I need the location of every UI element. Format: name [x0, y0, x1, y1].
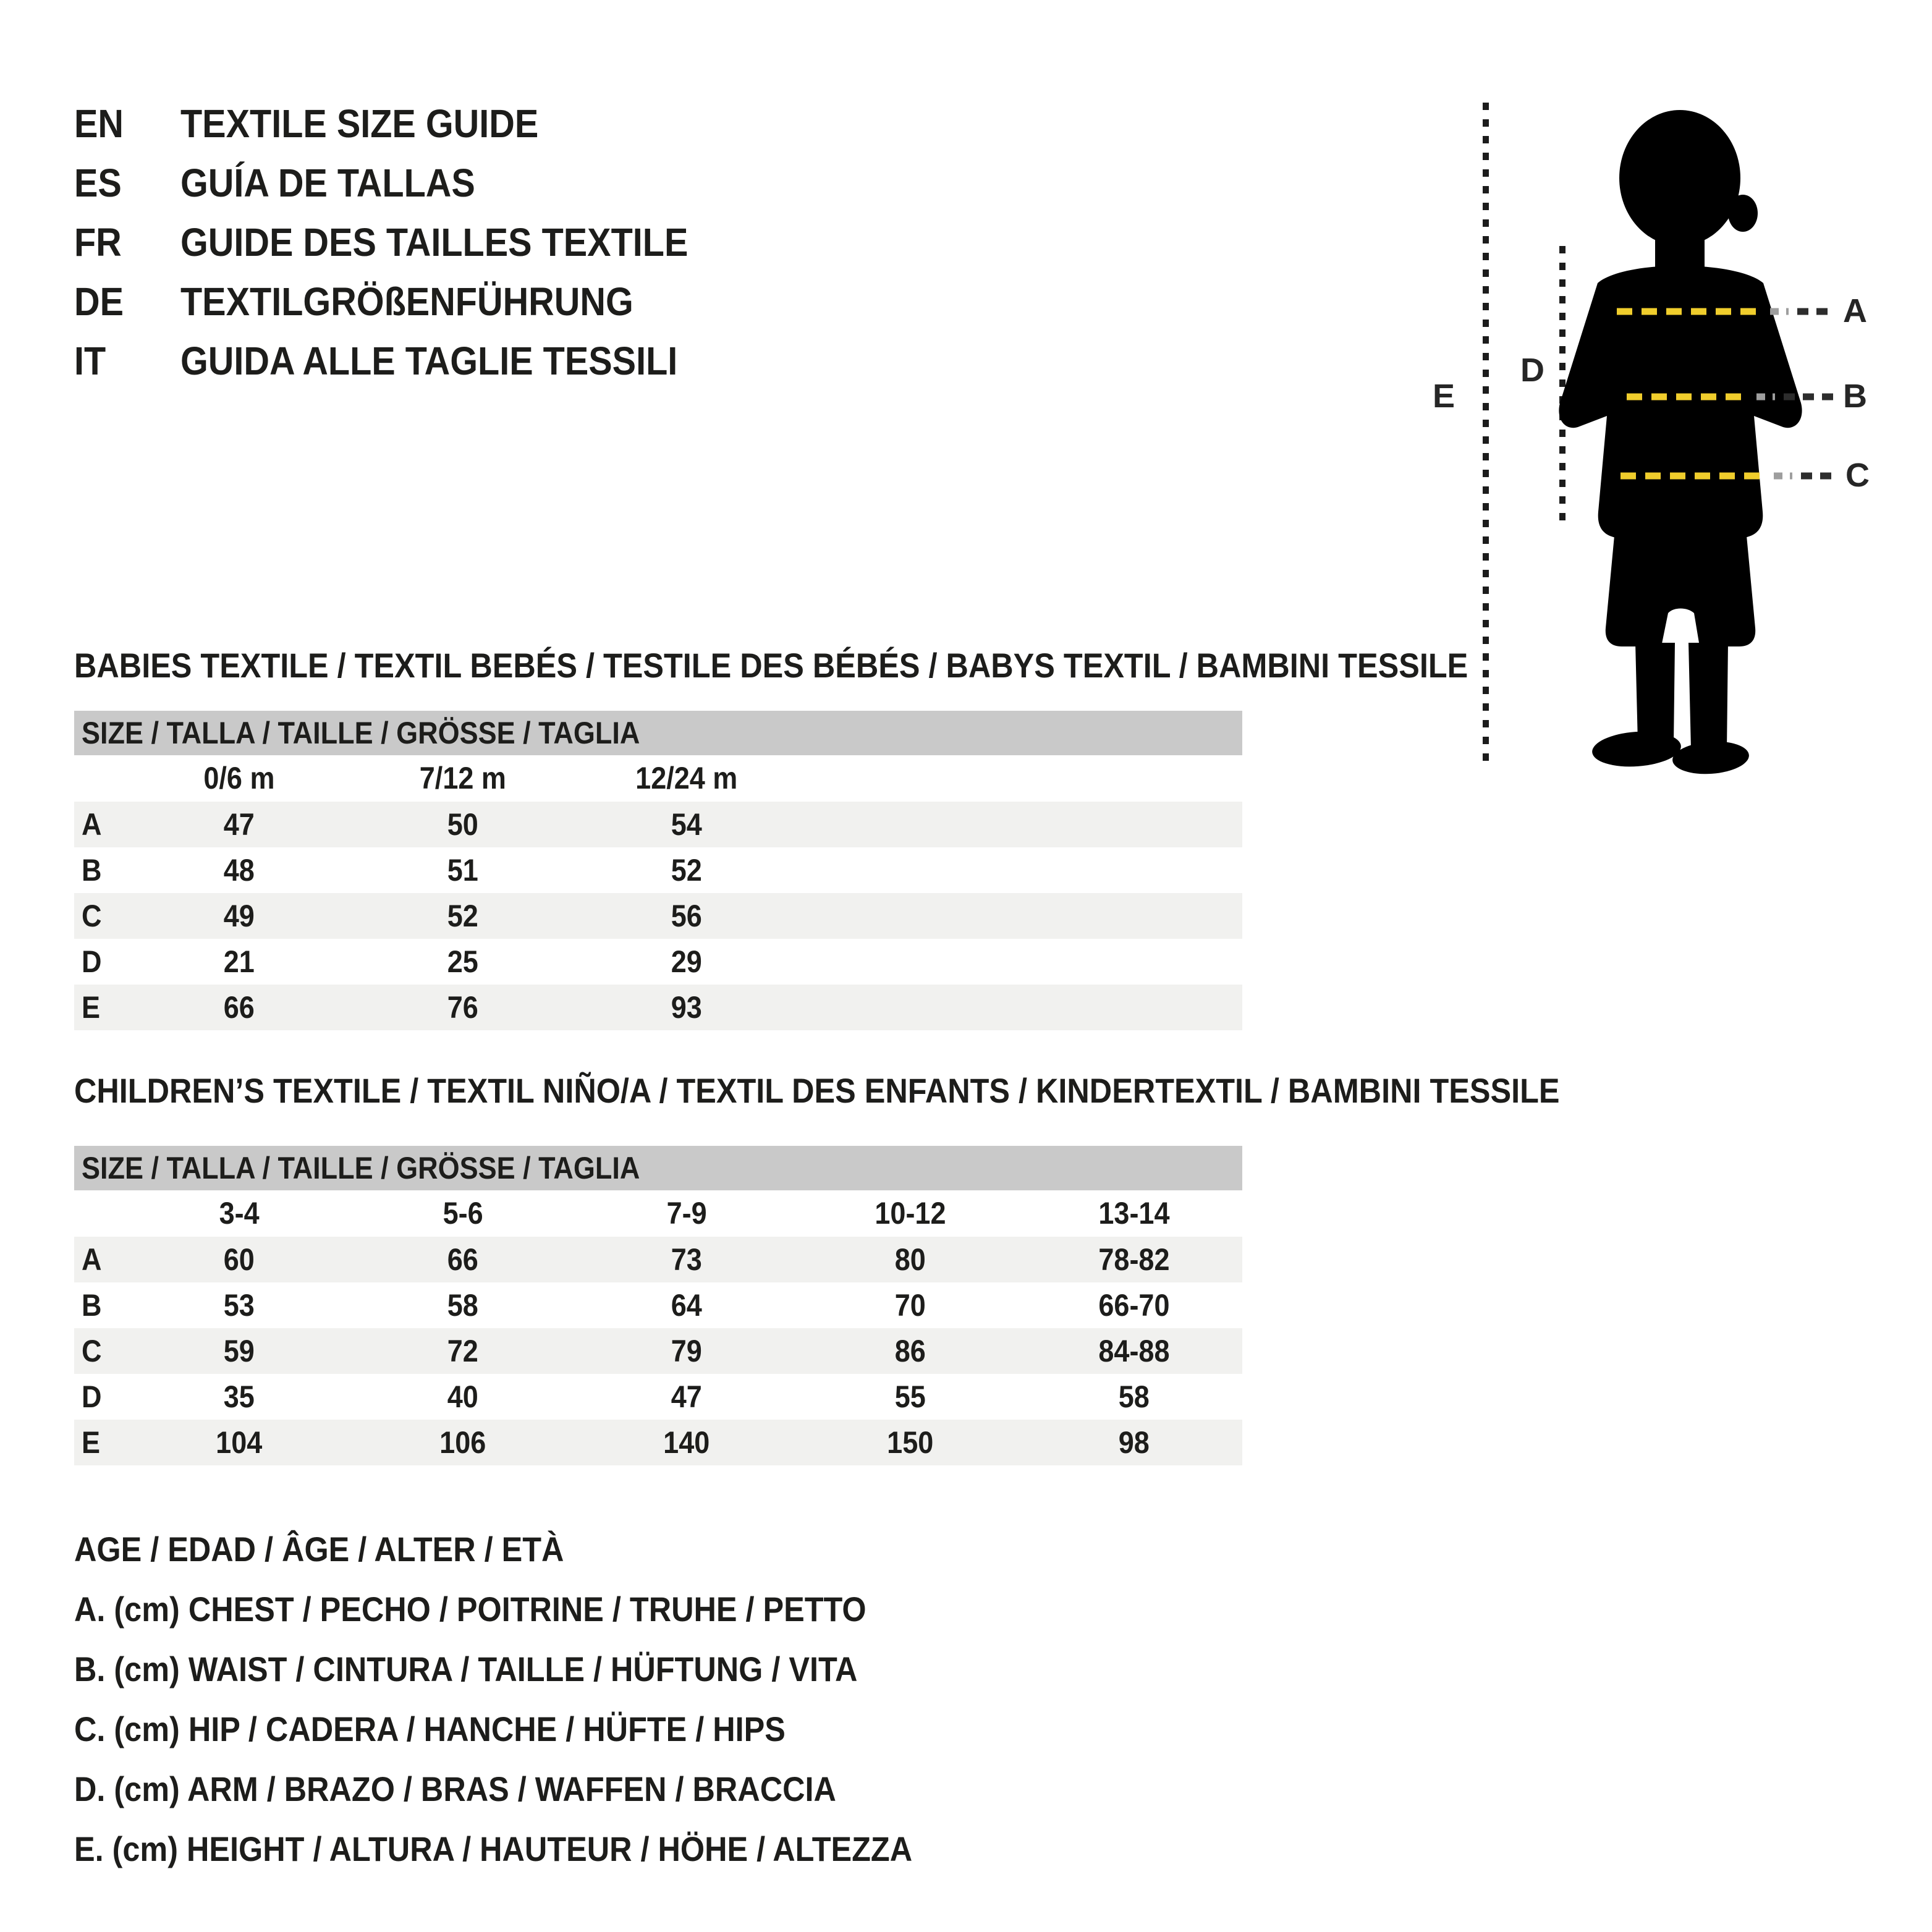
- cell-value: 47: [671, 1379, 703, 1414]
- language-code-de: DE: [74, 279, 124, 324]
- row-label: E: [82, 990, 101, 1025]
- cell-value: 52: [447, 899, 479, 933]
- children-row-e: [74, 1420, 1242, 1465]
- child-silhouette-diagram: [1409, 87, 1932, 803]
- babies-size-table-section: [74, 645, 1468, 1041]
- babies-row-c: [74, 893, 1242, 939]
- cell-value: 25: [447, 944, 479, 979]
- cell-value: 140: [663, 1425, 710, 1460]
- cell-value: 73: [671, 1242, 703, 1277]
- legend-age: AGE / EDAD / ÂGE / ALTER / ETÀ: [74, 1530, 564, 1569]
- cell-value: 78-82: [1098, 1242, 1170, 1277]
- cell-value: 66: [447, 1242, 479, 1277]
- row-label: E: [82, 1425, 101, 1460]
- cell-value: 106: [439, 1425, 486, 1460]
- cell-value: 58: [447, 1288, 479, 1323]
- babies-row-a: [74, 802, 1242, 847]
- children-row-b: [74, 1282, 1242, 1328]
- row-label: B: [82, 1288, 102, 1323]
- cell-value: 98: [1118, 1425, 1150, 1460]
- cell-value: 21: [223, 944, 255, 979]
- cell-value: 76: [447, 990, 479, 1025]
- children-section-title: CHILDREN’S TEXTILE / TEXTIL NIÑO/A / TEXTIL DES ENFANTS / KINDERTEXTIL / BAMBINI TESSILE: [74, 1071, 1560, 1110]
- cell-value: 56: [671, 899, 703, 933]
- cell-value: 66: [223, 990, 255, 1025]
- row-label: D: [82, 944, 102, 979]
- cell-value: 72: [447, 1334, 479, 1368]
- cell-value: 70: [894, 1288, 926, 1323]
- children-col-13-14: 13-14: [1098, 1196, 1170, 1231]
- cell-value: 55: [894, 1379, 926, 1414]
- cell-value: 35: [223, 1379, 255, 1414]
- row-label: B: [82, 853, 102, 888]
- children-col-3-4: 3-4: [219, 1196, 260, 1231]
- children-col-5-6: 5-6: [443, 1196, 483, 1231]
- measurement-figure: [1409, 87, 1932, 803]
- children-column-header-row: [74, 1190, 1242, 1237]
- language-title-list: [74, 94, 745, 391]
- chest-label-a: A: [1843, 292, 1867, 329]
- children-size-table-section: [74, 1070, 1560, 1472]
- language-code-fr: FR: [74, 220, 122, 265]
- cell-value: 80: [894, 1242, 926, 1277]
- row-label: C: [82, 899, 102, 933]
- babies-col-0-6m: 0/6 m: [203, 761, 275, 795]
- children-col-10-12: 10-12: [875, 1196, 946, 1231]
- children-row-d: [74, 1374, 1242, 1420]
- cell-value: 86: [894, 1334, 926, 1368]
- language-code-it: IT: [74, 339, 106, 383]
- cell-value: 52: [671, 853, 703, 888]
- children-row-c: [74, 1328, 1242, 1374]
- cell-value: 40: [447, 1379, 479, 1414]
- page-title-de: TEXTILGRÖßENFÜHRUNG: [180, 279, 633, 324]
- cell-value: 50: [447, 807, 479, 842]
- height-label-e: E: [1433, 377, 1455, 415]
- cell-value: 79: [671, 1334, 703, 1368]
- babies-section-title: BABIES TEXTILE / TEXTIL BEBÉS / TESTILE DES BÉBÉS / BABYS TEXTIL / BAMBINI TESSILE: [74, 646, 1468, 685]
- legend-arm: D. (cm) ARM / BRAZO / BRAS / WAFFEN / BRACCIA: [74, 1769, 836, 1808]
- cell-value: 58: [1118, 1379, 1150, 1414]
- cell-value: 84-88: [1098, 1334, 1170, 1368]
- arm-label-d: D: [1520, 351, 1544, 389]
- cell-value: 64: [671, 1288, 703, 1323]
- legend-hip: C. (cm) HIP / CADERA / HANCHE / HÜFTE / HIPS: [74, 1710, 786, 1748]
- page-title-fr: GUIDE DES TAILLES TEXTILE: [180, 220, 688, 265]
- legend-waist: B. (cm) WAIST / CINTURA / TAILLE / HÜFTUNG / VITA: [74, 1650, 858, 1688]
- babies-col-12-24m: 12/24 m: [635, 761, 738, 795]
- page-title-it: GUIDA ALLE TAGLIE TESSILI: [180, 339, 678, 383]
- children-size-header: SIZE / TALLA / TAILLE / GRÖSSE / TAGLIA: [82, 1151, 640, 1185]
- language-code-en: EN: [74, 101, 124, 146]
- cell-value: 150: [887, 1425, 934, 1460]
- language-row-es: [74, 153, 745, 213]
- cell-value: 51: [447, 853, 479, 888]
- children-col-7-9: 7-9: [666, 1196, 707, 1231]
- language-row-it: [74, 331, 745, 391]
- cell-value: 47: [223, 807, 255, 842]
- babies-column-header-row: [74, 755, 1242, 802]
- legend-chest: A. (cm) CHEST / PECHO / POITRINE / TRUHE / PETTO: [74, 1590, 866, 1629]
- page-title-en: TEXTILE SIZE GUIDE: [180, 101, 539, 146]
- row-label: A: [82, 1242, 102, 1277]
- cell-value: 29: [671, 944, 703, 979]
- measurement-legend: [74, 1519, 1006, 1879]
- cell-value: 66-70: [1098, 1288, 1170, 1323]
- row-label: D: [82, 1379, 102, 1414]
- language-row-de: [74, 272, 745, 331]
- language-row-en: [74, 94, 745, 153]
- language-row-fr: [74, 213, 745, 272]
- babies-size-header: SIZE / TALLA / TAILLE / GRÖSSE / TAGLIA: [82, 716, 640, 750]
- cell-value: 53: [223, 1288, 255, 1323]
- babies-row-d: [74, 939, 1242, 985]
- legend-height: E. (cm) HEIGHT / ALTURA / HAUTEUR / HÖHE / ALTEZZA: [74, 1829, 913, 1868]
- cell-value: 54: [671, 807, 703, 842]
- row-label: C: [82, 1334, 102, 1368]
- row-label: A: [82, 807, 102, 842]
- cell-value: 60: [223, 1242, 255, 1277]
- cell-value: 49: [223, 899, 255, 933]
- cell-value: 93: [671, 990, 703, 1025]
- waist-label-b: B: [1843, 377, 1867, 415]
- cell-value: 48: [223, 853, 255, 888]
- cell-value: 59: [223, 1334, 255, 1368]
- hip-label-c: C: [1845, 456, 1870, 494]
- children-row-a: [74, 1237, 1242, 1282]
- babies-col-7-12m: 7/12 m: [419, 761, 507, 795]
- page-title-es: GUÍA DE TALLAS: [180, 161, 475, 205]
- babies-row-b: [74, 847, 1242, 893]
- cell-value: 104: [216, 1425, 263, 1460]
- language-code-es: ES: [74, 161, 122, 205]
- babies-row-e: [74, 985, 1242, 1030]
